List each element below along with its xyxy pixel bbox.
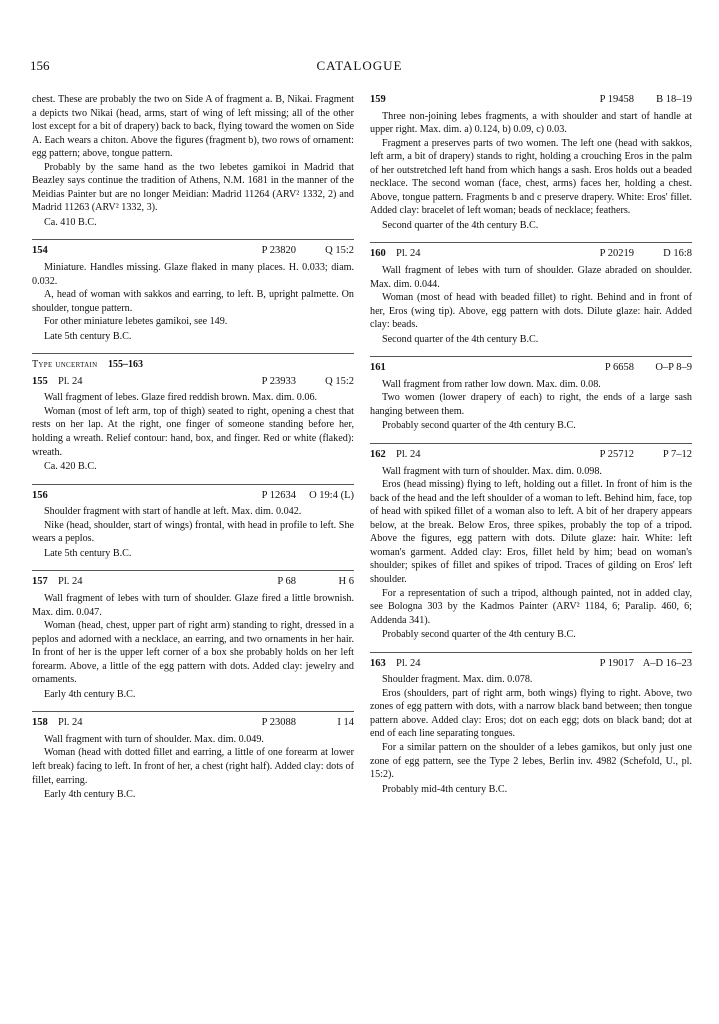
type-heading: [32, 353, 354, 372]
grid-location: Q 15:2: [325, 245, 354, 257]
entry-paragraph: chest. These are probably the two on Side A of fragment a. B, Nikai. Fragment a depicts two Nikai (head, arms, start of wing of left missing; all of the other lost except for a bit of drapery) back to back, flying toward the women on Side A. Each wears a chiton. Above the figures (fragment b), two rows of ornament: egg pattern; above, tongue pattern.: [32, 94, 354, 160]
entry-paragraph: Woman (head, chest, upper part of right arm) standing to right, dressed in a peplos and adorned with a necklace, an earring, and two ornaments in her hair. In front of her is the upper left corner of a box she probably holds on her left forearm. Above, a little of the egg pattern with dots. Added clay: jewelry and ornaments.: [32, 620, 354, 686]
inventory-number: P 23820: [261, 245, 296, 257]
inventory-number: P 23933: [261, 375, 296, 387]
grid-location: O–P 8–9: [655, 362, 692, 374]
entry-date: Early 4th century B.C.: [44, 789, 136, 801]
continued-entry: [32, 93, 354, 229]
entry-header: [32, 244, 354, 258]
entry-date: Early 4th century B.C.: [44, 688, 136, 700]
plate-ref: Pl. 24: [58, 717, 83, 729]
entry-number: 162: [370, 449, 386, 461]
entry-paragraph: Wall fragment with turn of shoulder. Max. dim. 0.049.: [44, 733, 264, 745]
entry-paragraph: Woman (most of left arm, top of thigh) seated to right, opening a chest that rests on her lap. At the right, one finger of someone standing before her, holding a wreath. Relief contour: hand, box, and finger. Red or white (flaked): wreath.: [32, 405, 354, 458]
entry-date: Ca. 420 B.C.: [44, 461, 97, 473]
entry-paragraph: Shoulder fragment. Max. dim. 0.078.: [382, 674, 533, 686]
entry-paragraph: Probably by the same hand as the two lebetes gamikoi in Madrid that Beazley says continue the tradition of Athens, N.M. 1681 in the manner of the Meidias Painter but are no longer Meidian: Madrid 11264 (ARV² 1332, 2) and Madrid 11263 (ARV² 1332, 3).: [32, 161, 354, 214]
entry-date: Probably second quarter of the 4th century B.C.: [382, 420, 576, 432]
entry-paragraph: Two women (lower drapery of each) to right, the ends of a large sash hanging between them.: [370, 392, 692, 417]
grid-location: A–D 16–23: [642, 657, 692, 669]
entry-paragraph: Wall fragment of lebes. Glaze fired reddish brown. Max. dim. 0.06.: [44, 392, 318, 404]
plate-ref: Pl. 24: [396, 248, 421, 260]
left-column: [32, 93, 354, 802]
entry-date: Second quarter of the 4th century B.C.: [382, 219, 539, 231]
catalogue-entry-154: [32, 239, 354, 343]
entry-header: [32, 716, 354, 730]
entry-date: Probably second quarter of the 4th century B.C.: [382, 629, 576, 641]
grid-location: H 6: [338, 576, 354, 588]
entry-date: Late 5th century B.C.: [44, 547, 132, 559]
entry-number: 156: [32, 489, 48, 501]
entry-paragraph: Eros (shoulders, part of right arm, both wings) flying to right. Above, two zones of egg pattern with dots, with a narrow black band between; then tongue pattern above. Added clay: Eros; dot on each egg; dots on black band; dot at end of each line separating tongues.: [370, 687, 692, 740]
entry-date: Probably mid-4th century B.C.: [382, 783, 508, 795]
inventory-number: P 19017: [599, 657, 634, 669]
entry-number: 154: [32, 245, 48, 257]
catalogue-entry-157: [32, 570, 354, 701]
catalogue-entry-160: [370, 242, 692, 346]
catalogue-entry-162: [370, 443, 692, 642]
inventory-number: P 20219: [599, 248, 634, 260]
entry-paragraph: For a representation of such a tripod, although painted, not in added clay, see Bologna 303 by the Kadmos Painter (ARV² 1184, 6; Paralip. 460, 6; Addenda 341).: [370, 587, 692, 626]
catalogue-entry-159: [370, 93, 692, 232]
entry-date: Ca. 410 B.C.: [44, 216, 97, 228]
inventory-number: P 25712: [599, 449, 634, 461]
entry-number: 158: [32, 717, 48, 729]
inventory-number: P 68: [277, 576, 296, 588]
entry-header: [32, 489, 354, 503]
grid-location: I 14: [337, 717, 354, 729]
plate-ref: Pl. 24: [396, 449, 421, 461]
catalogue-entry-155: [32, 375, 354, 474]
entry-paragraph: Miniature. Handles missing. Glaze flaked in many places. H. 0.033; diam. 0.032.: [32, 262, 354, 287]
entry-paragraph: Nike (head, shoulder, start of wings) frontal, with head in profile to left. She wears a peplos.: [32, 519, 354, 545]
grid-location: O 19:4 (L): [309, 489, 354, 501]
entry-paragraph: Woman (head with dotted fillet and earring, a little of one forearm at lower left break) facing to left. In front of her, a chest (right half). Added clay: dots of fillet, earring.: [32, 747, 354, 786]
entry-paragraph: Wall fragment of lebes with turn of shoulder. Glaze abraded on shoulder. Max. dim. 0.044.: [370, 265, 692, 290]
plate-ref: Pl. 24: [58, 375, 83, 387]
entry-number: 161: [370, 362, 386, 374]
entry-date: Late 5th century B.C.: [44, 330, 132, 342]
entry-paragraph: Wall fragment with turn of shoulder. Max. dim. 0.098.: [382, 465, 602, 477]
entry-header: [32, 575, 354, 589]
grid-location: P 7–12: [662, 449, 692, 461]
entry-paragraph: For a similar pattern on the shoulder of a lebes gamikos, but only just one zone of egg pattern, see the Type 2 lebes, Berlin inv. 4982 (Schefold, U., pl. 15:2).: [370, 741, 692, 781]
entry-number: 155: [32, 375, 48, 387]
inventory-number: P 19458: [599, 94, 634, 105]
entry-header: [32, 375, 354, 389]
entry-number: 160: [370, 248, 386, 260]
entry-paragraph: Woman (most of head with beaded fillet) to right. Behind and in front of her, Eros (wing tip). Above, egg pattern with dots. Dilute glaze: hair. Added clay: beads.: [370, 292, 692, 331]
inventory-number: P 23088: [261, 717, 296, 729]
entry-paragraph: Wall fragment from rather low down. Max. dim. 0.08.: [382, 378, 601, 390]
plate-ref: Pl. 24: [396, 657, 421, 669]
entry-header: [370, 247, 692, 261]
right-column: [370, 93, 692, 796]
catalogue-entry-156: [32, 484, 354, 561]
entry-date: Second quarter of the 4th century B.C.: [382, 333, 539, 345]
catalogue-entry-163: [370, 652, 692, 796]
entry-paragraph: For other miniature lebetes gamikoi, see 149.: [44, 316, 228, 328]
entry-number: 163: [370, 657, 386, 669]
entry-paragraph: Fragment a preserves parts of two women. The left one (head with sakkos, left arm, a bit of drapery) stands to right, holding a crouching Eros in the palm of her outstretched left hand from which hangs a sash. Eros holds out a beaded necklace. The second woman (face, chest, arms) faces her, holding a chest. Above, tongue pattern. Fragments b and c preserve drapery. White: Eros' fillet. Added clay: bracelet of left woman; beads of necklace; feathers.: [370, 137, 692, 217]
entry-header: [370, 657, 692, 671]
entry-paragraph: Shoulder fragment with start of handle at left. Max. dim. 0.042.: [44, 506, 302, 518]
inventory-number: P 6658: [604, 362, 634, 374]
running-title: CATALOGUE: [316, 58, 403, 73]
type-label: Type uncertain: [32, 359, 98, 371]
entry-header: [370, 361, 692, 375]
entry-header: [370, 93, 692, 107]
inventory-number: P 12634: [261, 489, 296, 501]
grid-location: Q 15:2: [325, 375, 354, 387]
page-header: [30, 58, 689, 78]
entry-paragraph: Three non-joining lebes fragments, a with shoulder and start of handle at upper right. Max. dim. a) 0.124, b) 0.09, c) 0.03.: [370, 110, 692, 136]
entry-header: [370, 448, 692, 462]
entry-paragraph: A, head of woman with sakkos and earring, to left. B, upright palmette. On shoulder, tongue pattern.: [32, 289, 354, 314]
type-range: 155–163: [108, 359, 143, 371]
plate-ref: Pl. 24: [58, 576, 83, 588]
catalogue-entry-158: [32, 711, 354, 801]
catalogue-entry-161: [370, 356, 692, 433]
entry-number: 159: [370, 94, 386, 105]
entry-paragraph: Eros (head missing) flying to left, holding out a fillet. In front of him is the back of the head and the left shoulder of a woman to left. Behind him, face, top of head with spiked fillet of a woman also to left. A bit of her drapery appears below, at the break. Below Eros, three spikes, probably the top of a tripod. Above the figures, egg pattern with dots. Dilute glaze: hair. White: left woman's garment. Added clay: Eros, fillet held by him; bead on woman's shoulder; spikes of fillet and spikes of tripod. Traces of gilding on Eros' left shoulder.: [370, 479, 692, 585]
grid-location: D 16:8: [663, 248, 692, 260]
page-number: 156: [30, 58, 50, 73]
entry-paragraph: Wall fragment of lebes with turn of shoulder. Glaze fired a little brownish. Max. dim. 0.047.: [32, 592, 354, 618]
entry-number: 157: [32, 576, 48, 588]
grid-location: B 18–19: [656, 94, 692, 105]
